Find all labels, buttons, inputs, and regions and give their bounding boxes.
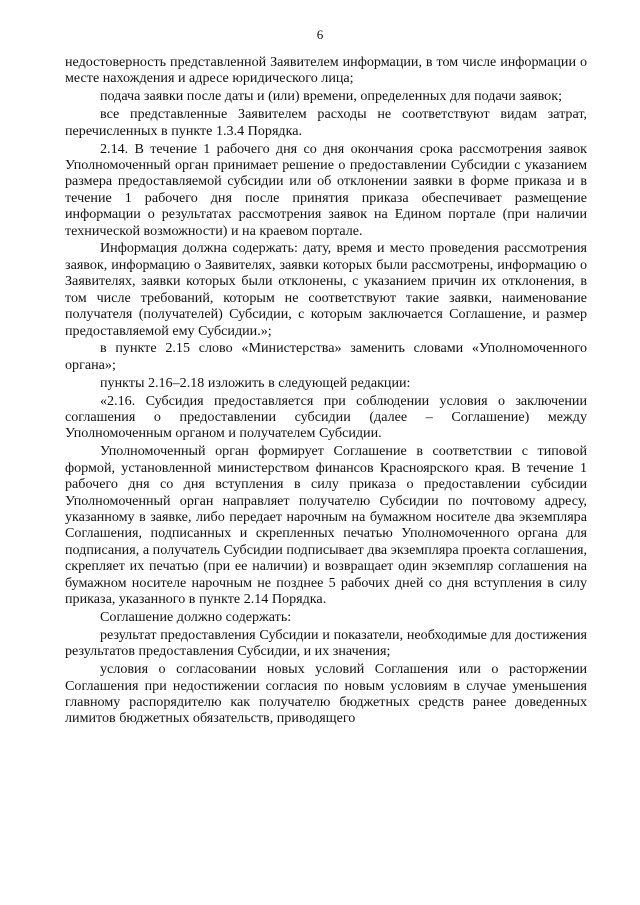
- paragraph: недостоверность представленной Заявителем информации, в том числе информации о месте нахождения и адресе юридического лица;: [65, 54, 587, 87]
- paragraph: пункты 2.16–2.18 изложить в следующей редакции:: [100, 374, 411, 391]
- document-body: [65, 54, 587, 728]
- paragraph: все представленные Заявителем расходы не соответствуют видам затрат, перечисленных в пункте 1.3.4 Порядка.: [65, 106, 587, 139]
- paragraph: условия о согласовании новых условий Соглашения или о расторжении Соглашения при недостижении согласия по новым условиям в случае уменьшения главному распорядителю как получателю бюджетных средств ранее доведенных лимитов бюджетных обязательств, приводящего: [65, 661, 587, 727]
- paragraph: 2.14. В течение 1 рабочего дня со дня окончания срока рассмотрения заявок Уполномоченный орган принимает решение о предоставлении Субсидии с указанием размера предоставляемой субсидии или об отклонении заявки в форме приказа и в течение 1 рабочего дня после принятия приказа обеспечивает размещение информации о результатах рассмотрения заявок на Едином портале (при наличии технической возможности) и на краевом портале.: [65, 140, 587, 239]
- paragraph: Информация должна содержать: дату, время и место проведения рассмотрения заявок, информацию о Заявителях, заявки которых были рассмотрены, информацию о Заявителях, заявки которых были отклонены, с указанием причин их отклонения, в том числе требований, которым не соответствуют такие заявки, наименование получателя (получателей) Субсидии, с которым заключается Соглашение, и размер предоставляемой ему Субсидии.»;: [65, 240, 587, 339]
- paragraph: результат предоставления Субсидии и показатели, необходимые для достижения результатов предоставления Субсидии, и их значения;: [65, 626, 587, 660]
- paragraph: Соглашение должно содержать:: [100, 608, 292, 625]
- paragraph: в пункте 2.15 слово «Министерства» заменить словами «Уполномоченного органа»;: [65, 340, 587, 373]
- paragraph: подача заявки после даты и (или) времени, определенных для подачи заявок;: [100, 88, 562, 105]
- page-number: 6: [316, 27, 324, 42]
- paragraph: Уполномоченный орган формирует Соглашение в соответствии с типовой формой, установленной министерством финансов Красноярского края. В течение 1 рабочего дня со дня вступления в силу приказа о предоставлении субсидии Уполномоченный орган направляет получателю Субсидии по почтовому адресу, указанному в заявке, либо передает нарочным на бумажном носителе два экземпляра Соглашения, подписанных и скрепленных печатью Уполномоченного органа для подписания, а получатель Субсидии подписывает два экземпляра проекта соглашения, скрепляет их печатью (при ее наличии) и возвращает один экземпляр соглашения на бумажном носителе нарочным не позднее 5 рабочих дней со дня вступления в силу приказа, указанного в пункте 2.14 Порядка.: [65, 443, 587, 607]
- paragraph: «2.16. Субсидия предоставляется при соблюдении условия о заключении соглашения о предоставлении субсидии (далее – Соглашение) между Уполномоченным органом и получателем Субсидии.: [65, 392, 587, 442]
